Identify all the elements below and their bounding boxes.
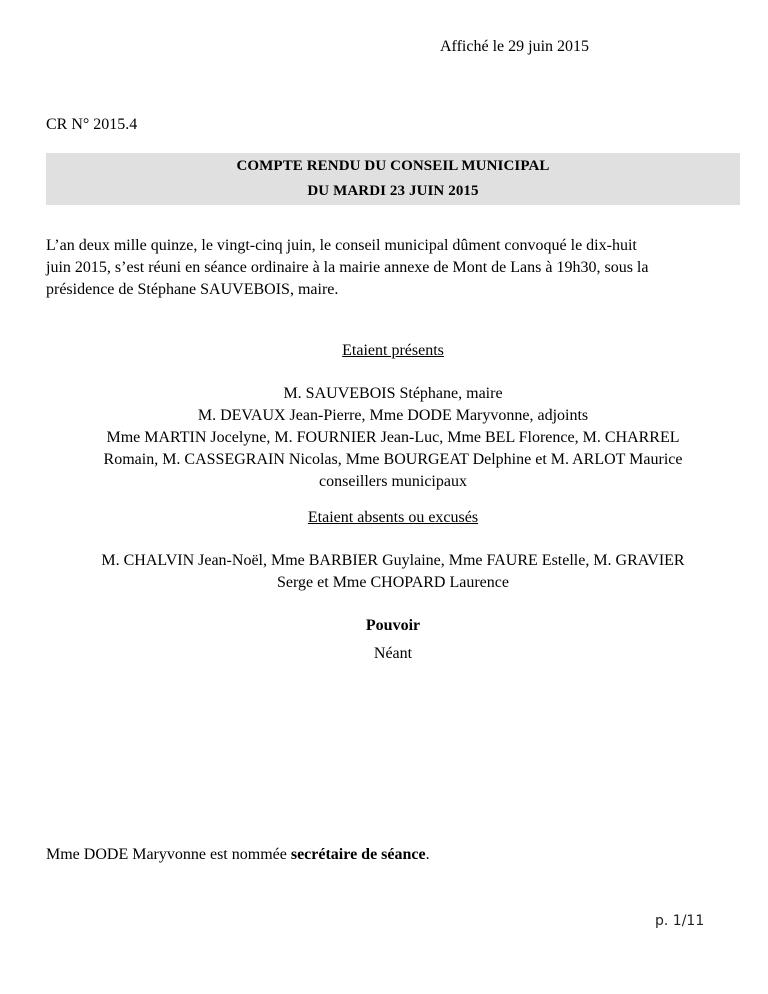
page-number: p. 1/11 <box>655 913 705 929</box>
present-heading <box>40 340 746 362</box>
intro-paragraph <box>46 235 736 301</box>
pouvoir-value: Néant <box>373 645 413 662</box>
absent-heading-text: Etaient absents ou excusés <box>307 509 479 526</box>
present-line: M. SAUVEBOIS Stéphane, maire <box>283 385 503 402</box>
present-list <box>40 383 746 493</box>
absent-heading <box>40 507 746 529</box>
intro-line: présidence de Stéphane SAUVEBOIS, maire. <box>46 281 339 298</box>
posted-date: Affiché le 29 juin 2015 <box>440 38 590 55</box>
intro-line: juin 2015, s’est réuni en séance ordinaire à la mairie annexe de Mont de Lans à 19h30, sous la <box>46 259 649 276</box>
secretary-suffix: . <box>425 846 430 863</box>
secretary-statement <box>46 846 430 864</box>
report-number: CR N° 2015.4 <box>46 116 138 133</box>
absent-line: M. CHALVIN Jean-Noël, Mme BARBIER Guylaine, Mme FAURE Estelle, M. GRAVIER <box>101 552 685 569</box>
present-line: M. DEVAUX Jean-Pierre, Mme DODE Maryvonne, adjoints <box>197 407 589 424</box>
title-line-2: DU MARDI 23 JUIN 2015 <box>307 183 479 199</box>
secretary-role: secrétaire de séance <box>290 846 426 863</box>
present-line: conseillers municipaux <box>319 473 467 490</box>
title-banner <box>46 153 740 205</box>
pouvoir-heading: Pouvoir <box>365 617 421 634</box>
absent-line: Serge et Mme CHOPARD Laurence <box>277 574 509 591</box>
absent-list <box>40 550 746 594</box>
present-line: Mme MARTIN Jocelyne, M. FOURNIER Jean-Luc, Mme BEL Florence, M. CHARREL <box>106 429 680 446</box>
secretary-prefix: Mme DODE Maryvonne est nommée <box>46 846 291 863</box>
title-line-1: COMPTE RENDU DU CONSEIL MUNICIPAL <box>236 158 550 174</box>
present-heading-text: Etaient présents <box>342 342 444 359</box>
intro-line: L’an deux mille quinze, le vingt-cinq juin, le conseil municipal dûment convoqué le dix-huit <box>46 237 637 254</box>
present-line: Romain, M. CASSEGRAIN Nicolas, Mme BOURGEAT Delphine et M. ARLOT Maurice <box>103 451 683 468</box>
